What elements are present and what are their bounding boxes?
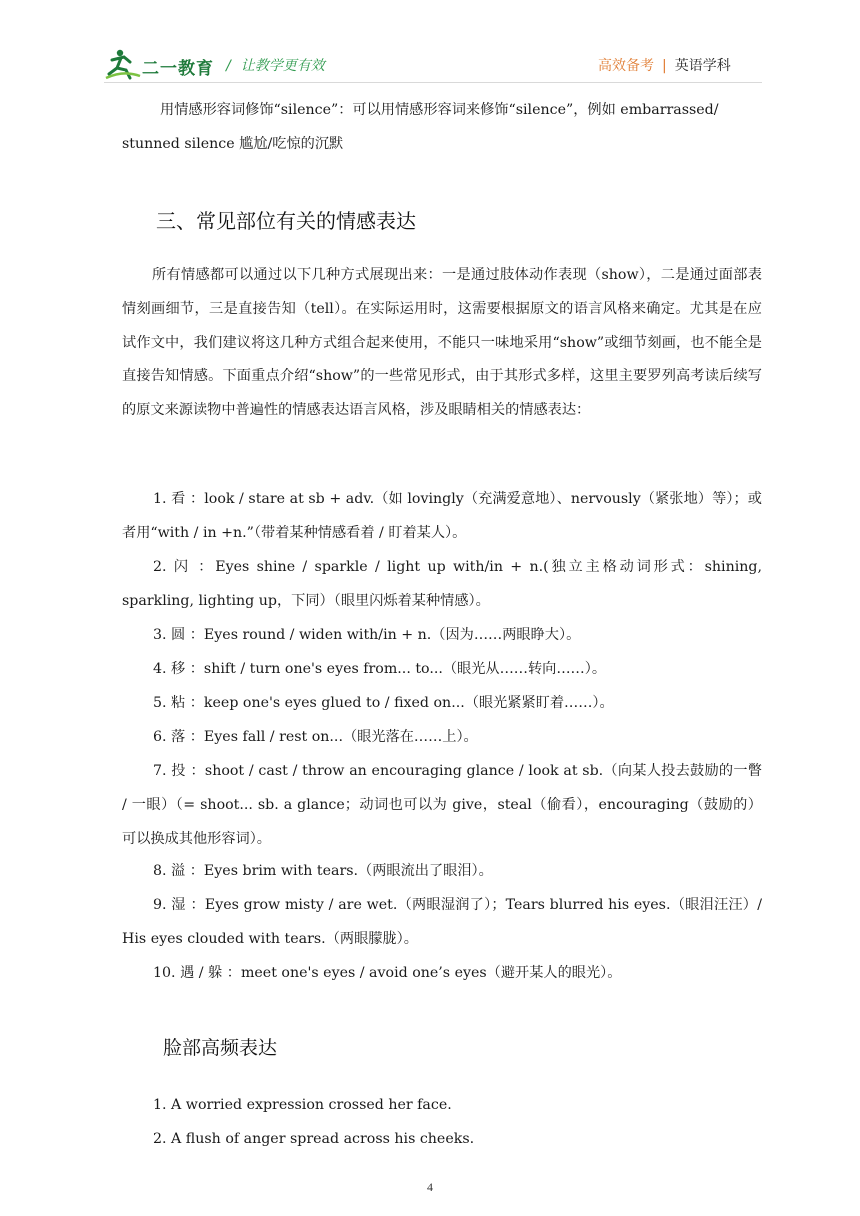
- header-separator: |: [662, 58, 667, 74]
- page-header: [0, 0, 860, 90]
- header-subject: [598, 55, 731, 75]
- header-divider: [104, 82, 762, 83]
- section-paragraph: 所有情感都可以通过以下几种方式展现出来：一是通过肢体动作表现（show），二是通过面部表情刻画细节，三是直接告知（tell）。在实际运用时，这需要根据原文的语言风格来确定。尤其是在应试作文中，我们建议将这几种方式组合起来使用，不能只一味地采用“show”或细节刻画，也不能全是直接告知情感。下面重点介绍“show”的一些常见形式，由于其形式多样，这里主要罗列高考读后续写的原文来源读物中普遍性的情感表达语言风格，涉及眼睛相关的情感表达：: [122, 267, 762, 419]
- eye-item: 7. 投 ：shoot / cast / throw an encouraging glance / look at sb.（向某人投去鼓励的一瞥 / 一眼）（= shoot... sb. a glance；动词也可以为 give，steal（偷看），encouraging（鼓励的）可以换成其他形容词）。: [122, 763, 762, 847]
- eye-item: 8. 溢 ：Eyes brim with tears.（两眼流出了眼泪）。: [153, 863, 493, 879]
- header-label-exam: 高效备考: [598, 58, 654, 74]
- slogan-text: 让教学更有效: [240, 58, 325, 74]
- intro-line-1: 用情感形容词修饰“silence”：可以用情感形容词来修饰“silence”，例如 embarrassed/: [160, 102, 719, 118]
- page-number: 4: [427, 1180, 433, 1194]
- eye-item: 3. 圆 ：Eyes round / widen with/in + n.（因为……两眼睁大）。: [153, 627, 581, 643]
- header-label-subject: 英语学科: [674, 58, 731, 74]
- header-slogan: / 让教学更有效: [226, 58, 325, 74]
- face-item: 2. A flush of anger spread across his cheeks.: [153, 1131, 475, 1147]
- face-section-heading: 脸部高频表达: [163, 1037, 278, 1059]
- logo-text: 二一教育: [142, 59, 214, 79]
- face-item: 1. A worried expression crossed her face.: [153, 1097, 452, 1113]
- eye-item: 9. 湿 ：Eyes grow misty / are wet.（两眼湿润了）；Tears blurred his eyes.（眼泪汪汪）/ His eyes clouded with tears.（两眼朦胧）。: [122, 897, 762, 947]
- eye-item: 2. 闪 ：Eyes shine / sparkle / light up with/in + n.(独立主格动词形式：shining, sparkling, lighting up，下同）（眼里闪烁着某种情感）。: [122, 559, 762, 609]
- intro-line-2: stunned silence 尴尬/吃惊的沉默: [122, 135, 344, 152]
- eye-item: 4. 移 ：shift / turn one's eyes from... to...（眼光从……转向……）。: [153, 661, 607, 677]
- eye-item: 6. 落 ：Eyes fall / rest on...（眼光落在……上）。: [153, 729, 478, 745]
- section-heading: 三、常见部位有关的情感表达: [156, 209, 416, 233]
- eye-item: 5. 粘 ：keep one's eyes glued to / fixed on...（眼光紧紧盯着……）。: [153, 695, 614, 711]
- intro-paragraph: [122, 94, 762, 162]
- eye-item: 1. 看 ：look / stare at sb + adv.（如 lovingly（充满爱意地）、nervously（紧张地）等）；或者用“with / in +n.”（带着某种情感看着 / 盯着某人）。: [122, 491, 762, 541]
- eye-item: 10. 遇 / 躲 ：meet one's eyes / avoid one’s eyes（避开某人的眼光）。: [153, 965, 622, 981]
